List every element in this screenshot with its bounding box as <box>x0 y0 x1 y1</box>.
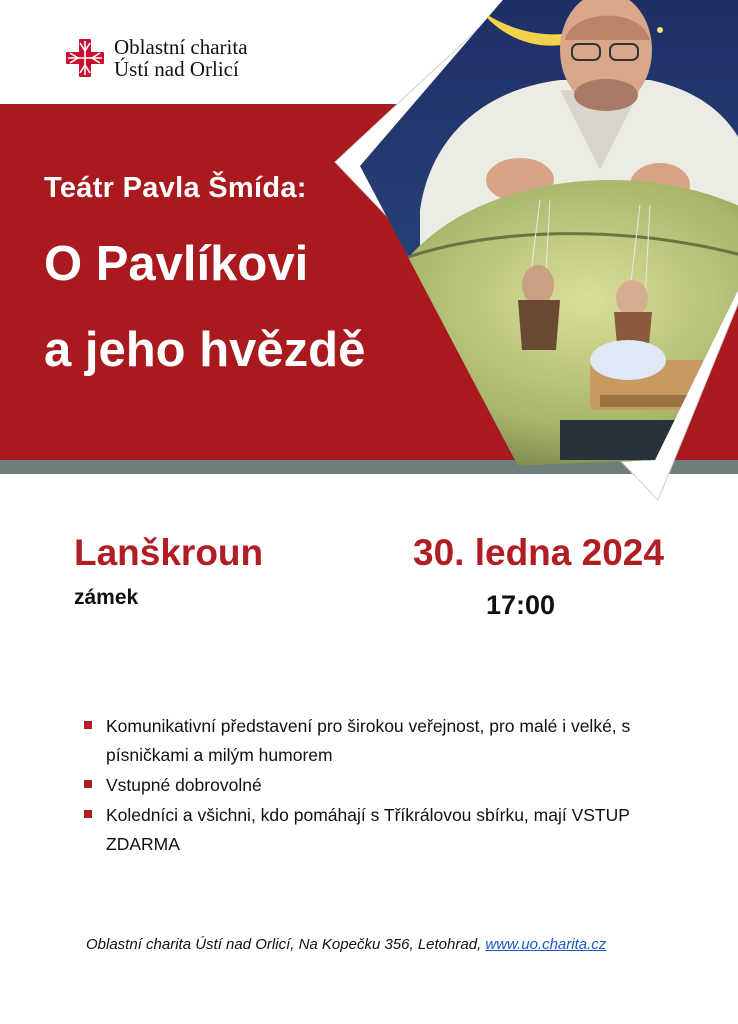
event-date: 30. ledna 2024 <box>413 532 664 573</box>
bullet-square-icon <box>84 721 92 729</box>
hero-subtitle: Teátr Pavla Šmída: <box>44 172 307 204</box>
footer-contact <box>86 936 606 953</box>
event-time: 17:00 <box>486 590 556 620</box>
logo-line-1: Oblastní charita <box>114 35 248 59</box>
website-link[interactable]: www.uo.charita.cz <box>485 936 607 953</box>
info-list <box>84 712 674 860</box>
list-item <box>84 712 674 770</box>
list-item-text: Komunikativní představení pro širokou veřejnost, pro malé i velké, s písničkami a milým humorem <box>106 716 631 765</box>
list-item <box>84 771 674 800</box>
hero-title-line-1: O Pavlíkovi <box>44 237 309 291</box>
bullet-square-icon <box>84 780 92 788</box>
list-item-text: Koledníci a všichni, kdo pomáhají s Tříkrálovou sbírku, mají VSTUP ZDARMA <box>106 805 630 854</box>
list-item-text: Vstupné dobrovolné <box>106 775 262 795</box>
bullet-square-icon <box>84 810 92 818</box>
hero-title-line-2: a jeho hvězdě <box>44 323 366 377</box>
list-item <box>84 801 674 859</box>
event-city: Lanškroun <box>74 532 264 573</box>
event-venue: zámek <box>74 586 139 609</box>
footer-text: Oblastní charita Ústí nad Orlicí, Na Kopečku 356, Letohrad, <box>86 936 482 953</box>
logo-line-2: Ústí nad Orlicí <box>114 57 239 81</box>
